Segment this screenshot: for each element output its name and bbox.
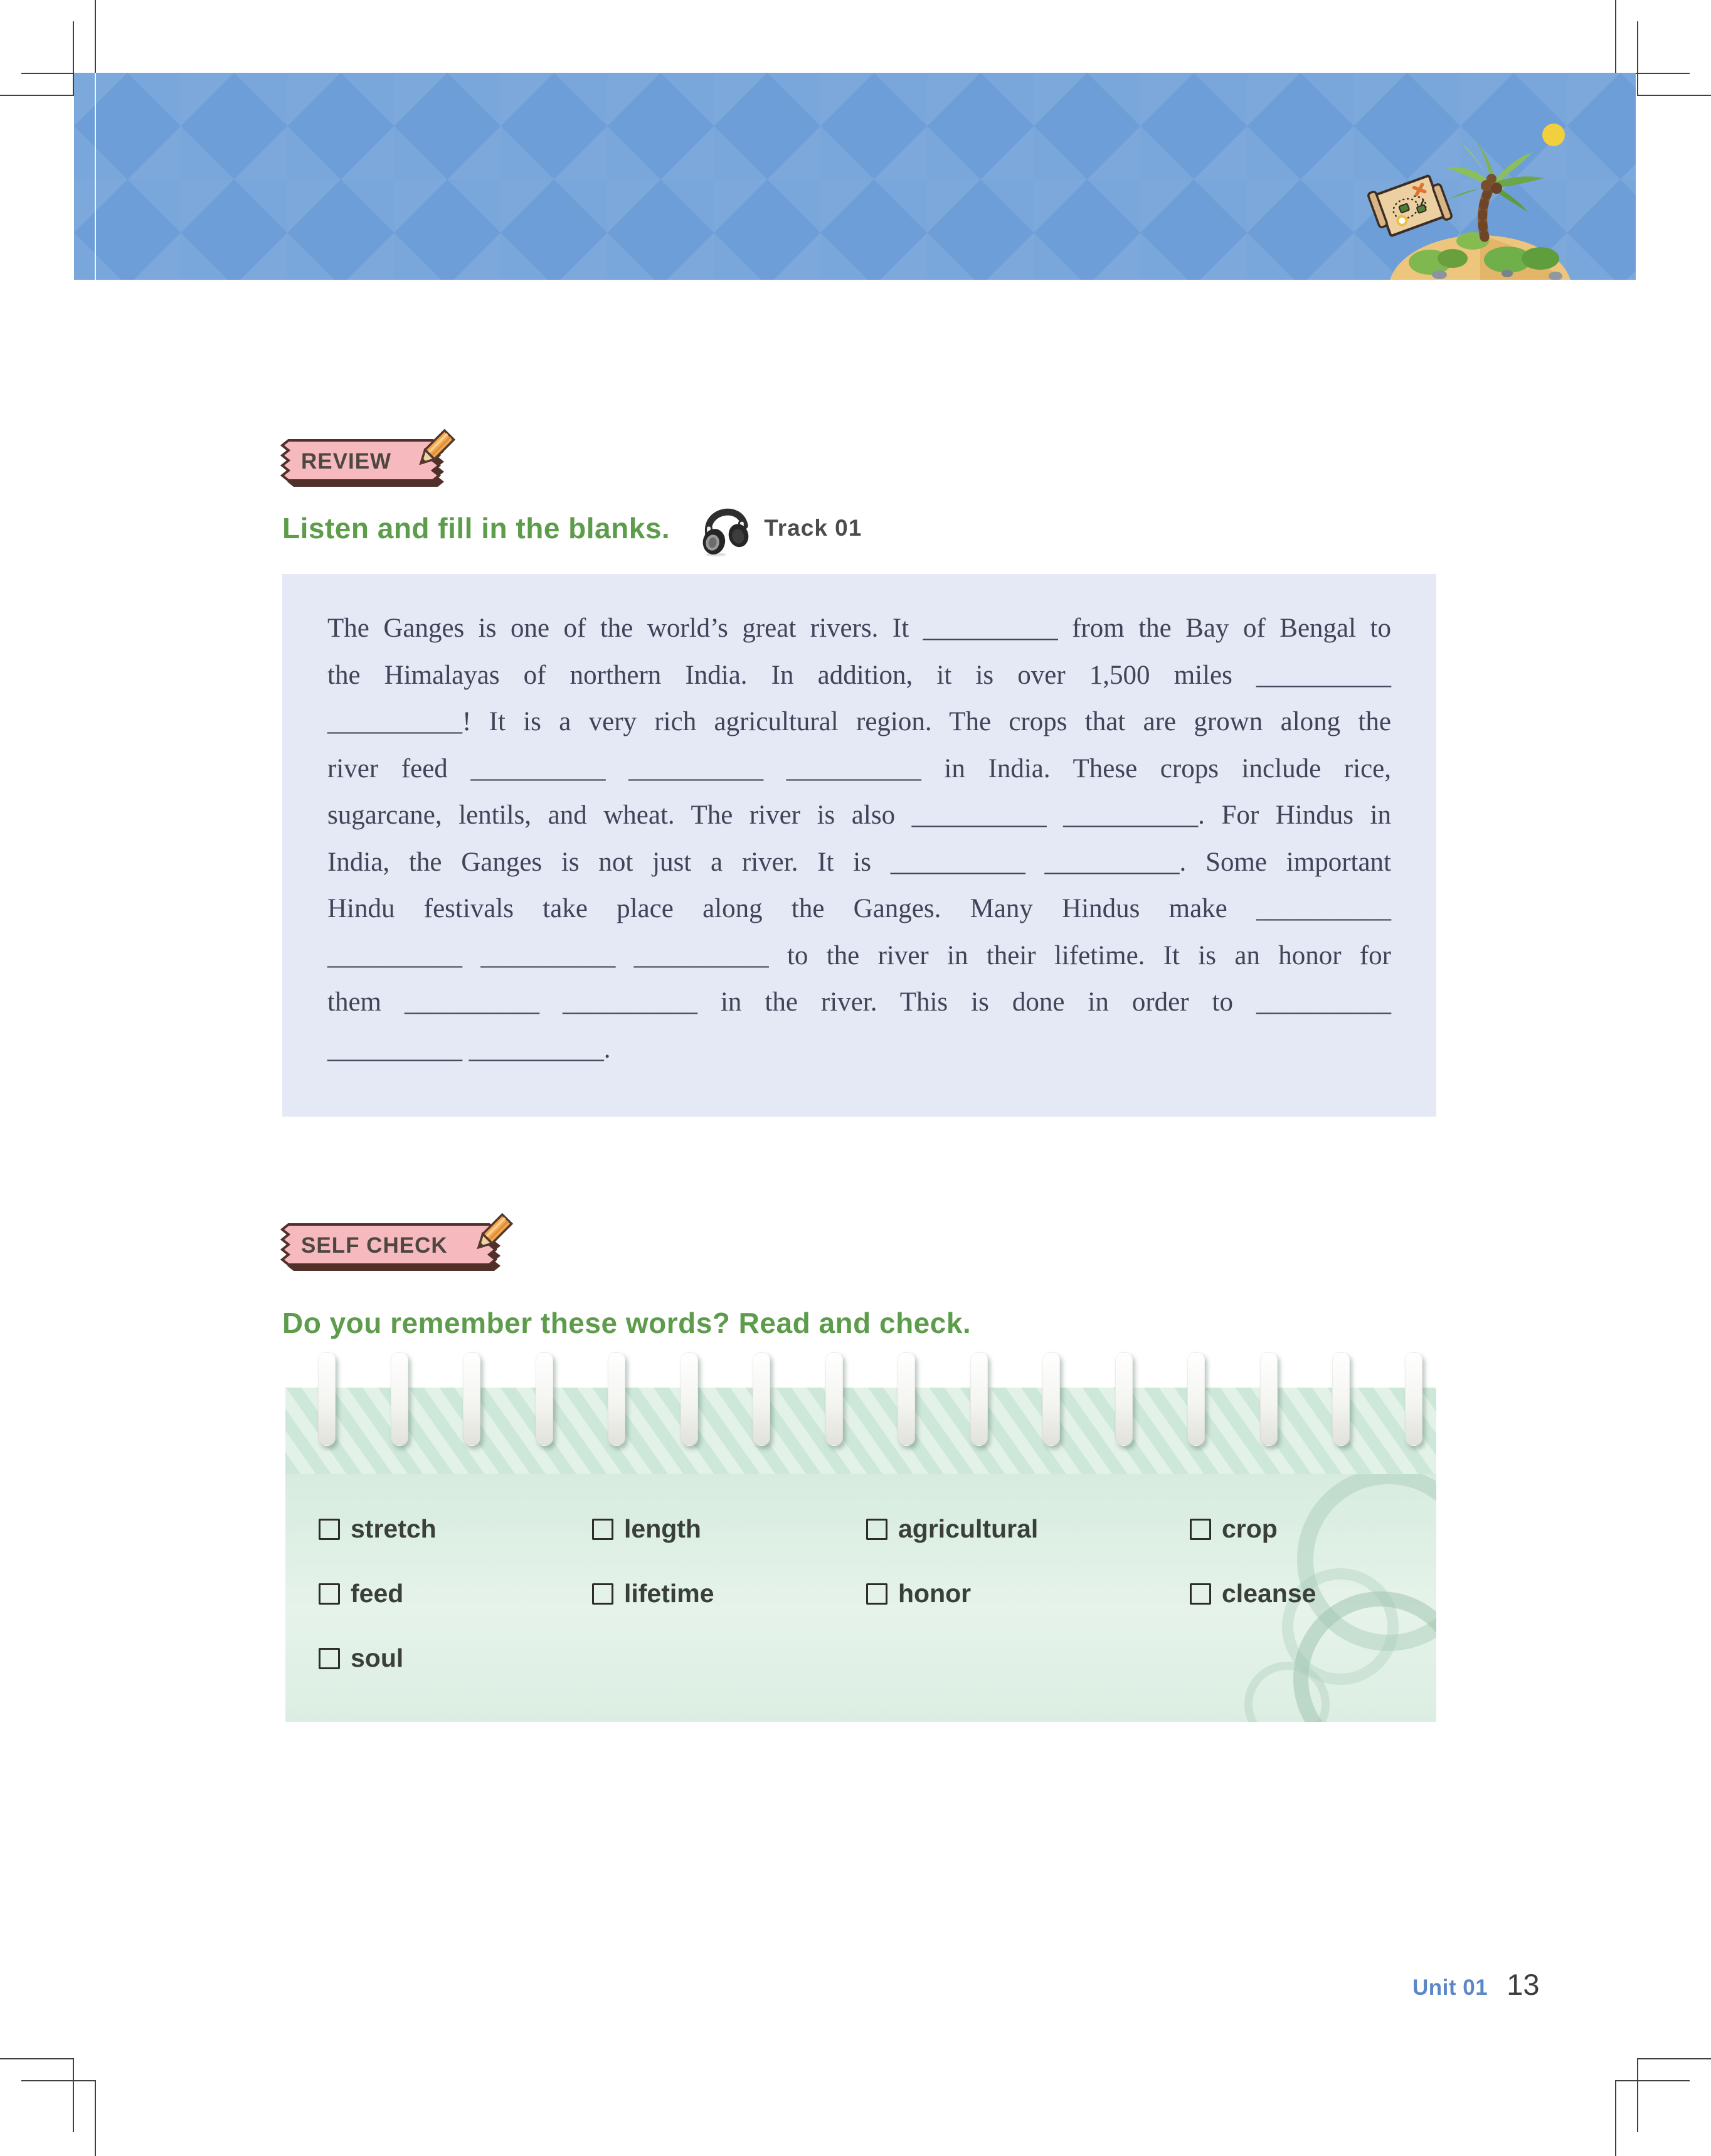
word-checkbox[interactable] <box>866 1583 887 1605</box>
review-instruction: Listen and fill in the blanks. <box>282 512 670 544</box>
page-number: 13 <box>1507 1968 1540 2001</box>
word-grid <box>319 1514 1316 1673</box>
word-checkbox[interactable] <box>1190 1583 1211 1605</box>
word-checkbox[interactable] <box>319 1519 340 1540</box>
word-label: agricultural <box>898 1514 1039 1543</box>
word-checklist-notebook <box>285 1388 1436 1722</box>
self-check-tag <box>282 1224 533 1277</box>
track-label: Track 01 <box>764 515 862 541</box>
palm-tree-icon <box>1446 136 1544 237</box>
passage-line: sugarcane, lentils, and wheat. The river is also __________ __________. For Hindus in <box>327 800 1391 830</box>
word-item <box>866 1514 1190 1544</box>
passage-line: river feed __________ __________ __________ in India. These crops include rice, <box>327 753 1391 783</box>
word-label: feed <box>351 1579 404 1608</box>
word-item <box>319 1644 592 1673</box>
word-checkbox[interactable] <box>319 1648 340 1669</box>
word-label: lifetime <box>624 1579 714 1608</box>
spiral-ring <box>1260 1352 1278 1446</box>
spiral-ring <box>1115 1352 1133 1446</box>
word-checkbox[interactable] <box>592 1583 613 1605</box>
word-item <box>866 1579 1190 1608</box>
spiral-ring <box>391 1352 408 1446</box>
word-label: stretch <box>351 1514 437 1543</box>
self-check-instruction: Do you remember these words? Read and check. <box>282 1307 972 1339</box>
passage-line: India, the Ganges is not just a river. It is __________ __________. Some important <box>327 847 1391 877</box>
sun-icon <box>1542 124 1565 146</box>
spiral-ring <box>1042 1352 1060 1446</box>
spiral-ring <box>536 1352 553 1446</box>
word-label: cleanse <box>1222 1579 1316 1608</box>
passage-line: them __________ __________ in the river. This is done in order to __________ <box>327 987 1391 1017</box>
spiral-ring <box>1332 1352 1350 1446</box>
passage-line: __________ __________. <box>327 1034 611 1064</box>
island-illustration <box>1285 73 1636 280</box>
spiral-ring <box>463 1352 480 1446</box>
word-item <box>319 1514 592 1544</box>
passage-line: the Himalayas of northern India. In addition, it is over 1,500 miles __________ <box>327 660 1391 690</box>
word-item <box>1190 1514 1316 1544</box>
treasure-map-icon <box>1367 169 1452 242</box>
word-item <box>319 1579 592 1608</box>
spiral-ring <box>825 1352 843 1446</box>
passage-line: Hindu festivals take place along the Ganges. Many Hindus make __________ <box>327 894 1391 923</box>
island-icon <box>1389 232 1572 280</box>
word-label: honor <box>898 1579 972 1608</box>
word-label: crop <box>1222 1514 1278 1543</box>
word-item <box>592 1514 866 1544</box>
word-item <box>592 1579 866 1608</box>
self-check-tag-label: SELF CHECK <box>301 1233 448 1258</box>
spiral-ring <box>608 1352 625 1446</box>
spiral-ring <box>1187 1352 1205 1446</box>
review-tag-label: REVIEW <box>301 449 392 474</box>
word-checkbox[interactable] <box>592 1519 613 1540</box>
header-banner <box>74 73 1636 280</box>
word-label: length <box>624 1514 701 1543</box>
spiral-ring <box>681 1352 698 1446</box>
spiral-ring <box>1405 1352 1422 1446</box>
passage-line: __________ __________ __________ to the river in their lifetime. It is an honor for <box>327 940 1391 970</box>
headphones-icon <box>697 499 753 557</box>
word-label: soul <box>351 1644 404 1672</box>
review-tag <box>282 440 470 493</box>
page-footer <box>1412 1967 1539 2002</box>
pencil-icon <box>463 1211 517 1268</box>
passage-line: __________! It is a very rich agricultural region. The crops that are grown along the <box>327 707 1391 736</box>
spiral-ring <box>318 1352 336 1446</box>
spiral-ring <box>898 1352 915 1446</box>
word-item <box>1190 1579 1316 1608</box>
spiral-ring <box>753 1352 770 1446</box>
unit-label: Unit 01 <box>1412 1975 1488 2000</box>
word-checkbox[interactable] <box>319 1583 340 1605</box>
word-checkbox[interactable] <box>1190 1519 1211 1540</box>
spiral-ring <box>970 1352 988 1446</box>
pencil-icon <box>405 427 459 484</box>
word-checkbox[interactable] <box>866 1519 887 1540</box>
trim-line <box>95 73 96 280</box>
passage-box <box>282 574 1436 1117</box>
passage-line: The Ganges is one of the world’s great rivers. It __________ from the Bay of Bengal to <box>327 613 1391 643</box>
